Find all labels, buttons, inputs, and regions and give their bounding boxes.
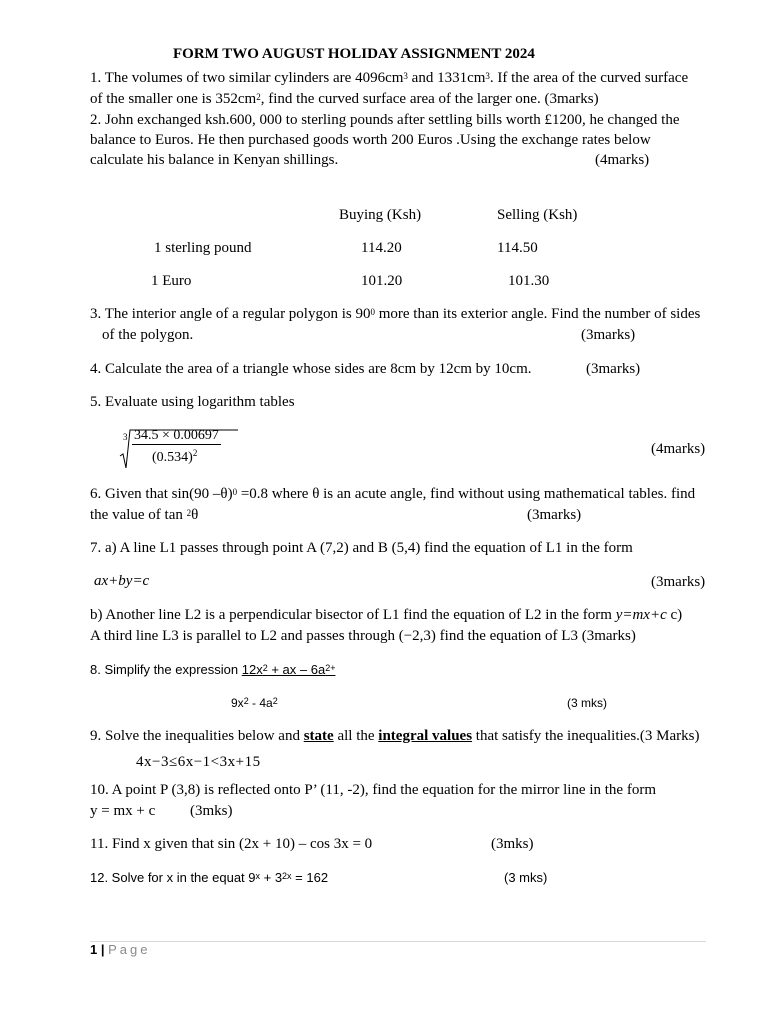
question-11: 11. Find x given that sin (2x + 10) – cos 3x = 0 <box>90 836 373 852</box>
page-footer: 1 | Page <box>90 942 151 957</box>
question-10-line-1: 10. A point P (3,8) is reflected onto P’ (11, -2), find the equation for the mirror line in the form <box>90 782 656 798</box>
question-3-line-1: 3. The interior angle of a regular polygon is $90^0$ more than its exterior angle. Find the number of sides <box>90 306 701 322</box>
question-10-marks: (3mks) <box>190 803 233 819</box>
question-2-line-1: 2. John exchanged ksh.600, 000 to sterling pounds after settling bills worth £1200, he changed the <box>90 112 680 128</box>
question-3-marks: (3marks) <box>581 327 636 343</box>
cube-root-expression <box>118 424 238 472</box>
question-10-line-2: y = mx + c <box>90 803 156 819</box>
denominator: $(0.534)^2$ <box>152 448 198 465</box>
question-2-marks: (4marks) <box>595 152 650 168</box>
question-12: 12. Solve for x in the equat $9^x + 3^{2x} = 162$ <box>90 870 329 885</box>
header-buying: Buying (Ksh) <box>339 207 422 223</box>
question-7c-line-2: A third line L3 is parallel to L2 and passes through (−2,3) find the equation of L3 (3marks) <box>90 628 636 644</box>
question-3-line-2: of the polygon. <box>102 327 194 343</box>
question-9-expression: 4x−3≤6x−1<3x+15 <box>136 754 261 770</box>
question-9: 9. Solve the inequalities below and state all the integral values that satisfy the inequalities.(3 Marks) <box>90 728 700 744</box>
question-8: 8. Simplify the expression $12x^2$ + ax – $6a^{2+}$ <box>90 662 336 677</box>
question-2-line-2: balance to Euros. He then purchased goods worth 200 Euros .Using the exchange rates below <box>90 132 651 148</box>
question-1-line-2: of the smaller one is $352cm^2$, find the curved surface area of the larger one. (3marks) <box>90 91 599 107</box>
row-euro-sell: 101.30 <box>508 273 550 289</box>
question-6-line-1: 6. Given that sin(90 –θ)$^0$ =0.8 where θ is an acute angle, find without using mathematical tables. find <box>90 486 696 502</box>
numerator: 34.5 × 0.00697 <box>134 428 219 443</box>
question-6-line-2: the value of tan $^2$θ <box>90 507 199 523</box>
question-7a-form: ax+by=c <box>94 573 150 589</box>
question-11-marks: (3mks) <box>491 836 534 852</box>
question-5: 5. Evaluate using logarithm tables <box>90 394 295 410</box>
question-5-marks: (4marks) <box>651 441 706 457</box>
page-title: FORM TWO AUGUST HOLIDAY ASSIGNMENT 2024 <box>173 46 535 62</box>
question-4: 4. Calculate the area of a triangle whose sides are 8cm by 12cm by 10cm. <box>90 361 532 377</box>
row-pound-buy: 114.20 <box>361 240 402 256</box>
question-12-marks: (3 mks) <box>504 870 548 885</box>
question-7a: 7. a) A line L1 passes through point A (7,2) and B (5,4) find the equation of L1 in the form <box>90 540 633 556</box>
question-7a-marks: (3marks) <box>651 574 706 590</box>
q8-denominator: $9x^2 - 4a^2$ <box>231 696 278 710</box>
row-euro-name: 1 Euro <box>151 273 192 289</box>
root-index: 3 <box>123 432 128 442</box>
question-2-line-3: calculate his balance in Kenyan shillings. <box>90 152 339 168</box>
q8-numerator: $12x^2$ + ax – $6a^{2+}$ <box>241 662 336 677</box>
question-8-marks: (3 mks) <box>567 696 607 710</box>
question-7b-line-1: b) Another line L2 is a perpendicular bisector of L1 find the equation of L2 in the form y=mx+c c) <box>90 607 683 623</box>
header-selling: Selling (Ksh) <box>497 207 578 223</box>
footer-divider <box>90 941 706 942</box>
row-euro-buy: 101.20 <box>361 273 403 289</box>
row-pound-name: 1 sterling pound <box>154 240 252 256</box>
row-pound-sell: 114.50 <box>497 240 538 256</box>
question-4-marks: (3marks) <box>586 361 641 377</box>
question-1-line-1: 1. The volumes of two similar cylinders are $4096cm^3$ and $1331cm^3$. If the area of the curved surface <box>90 70 689 86</box>
question-6-marks: (3marks) <box>527 507 582 523</box>
